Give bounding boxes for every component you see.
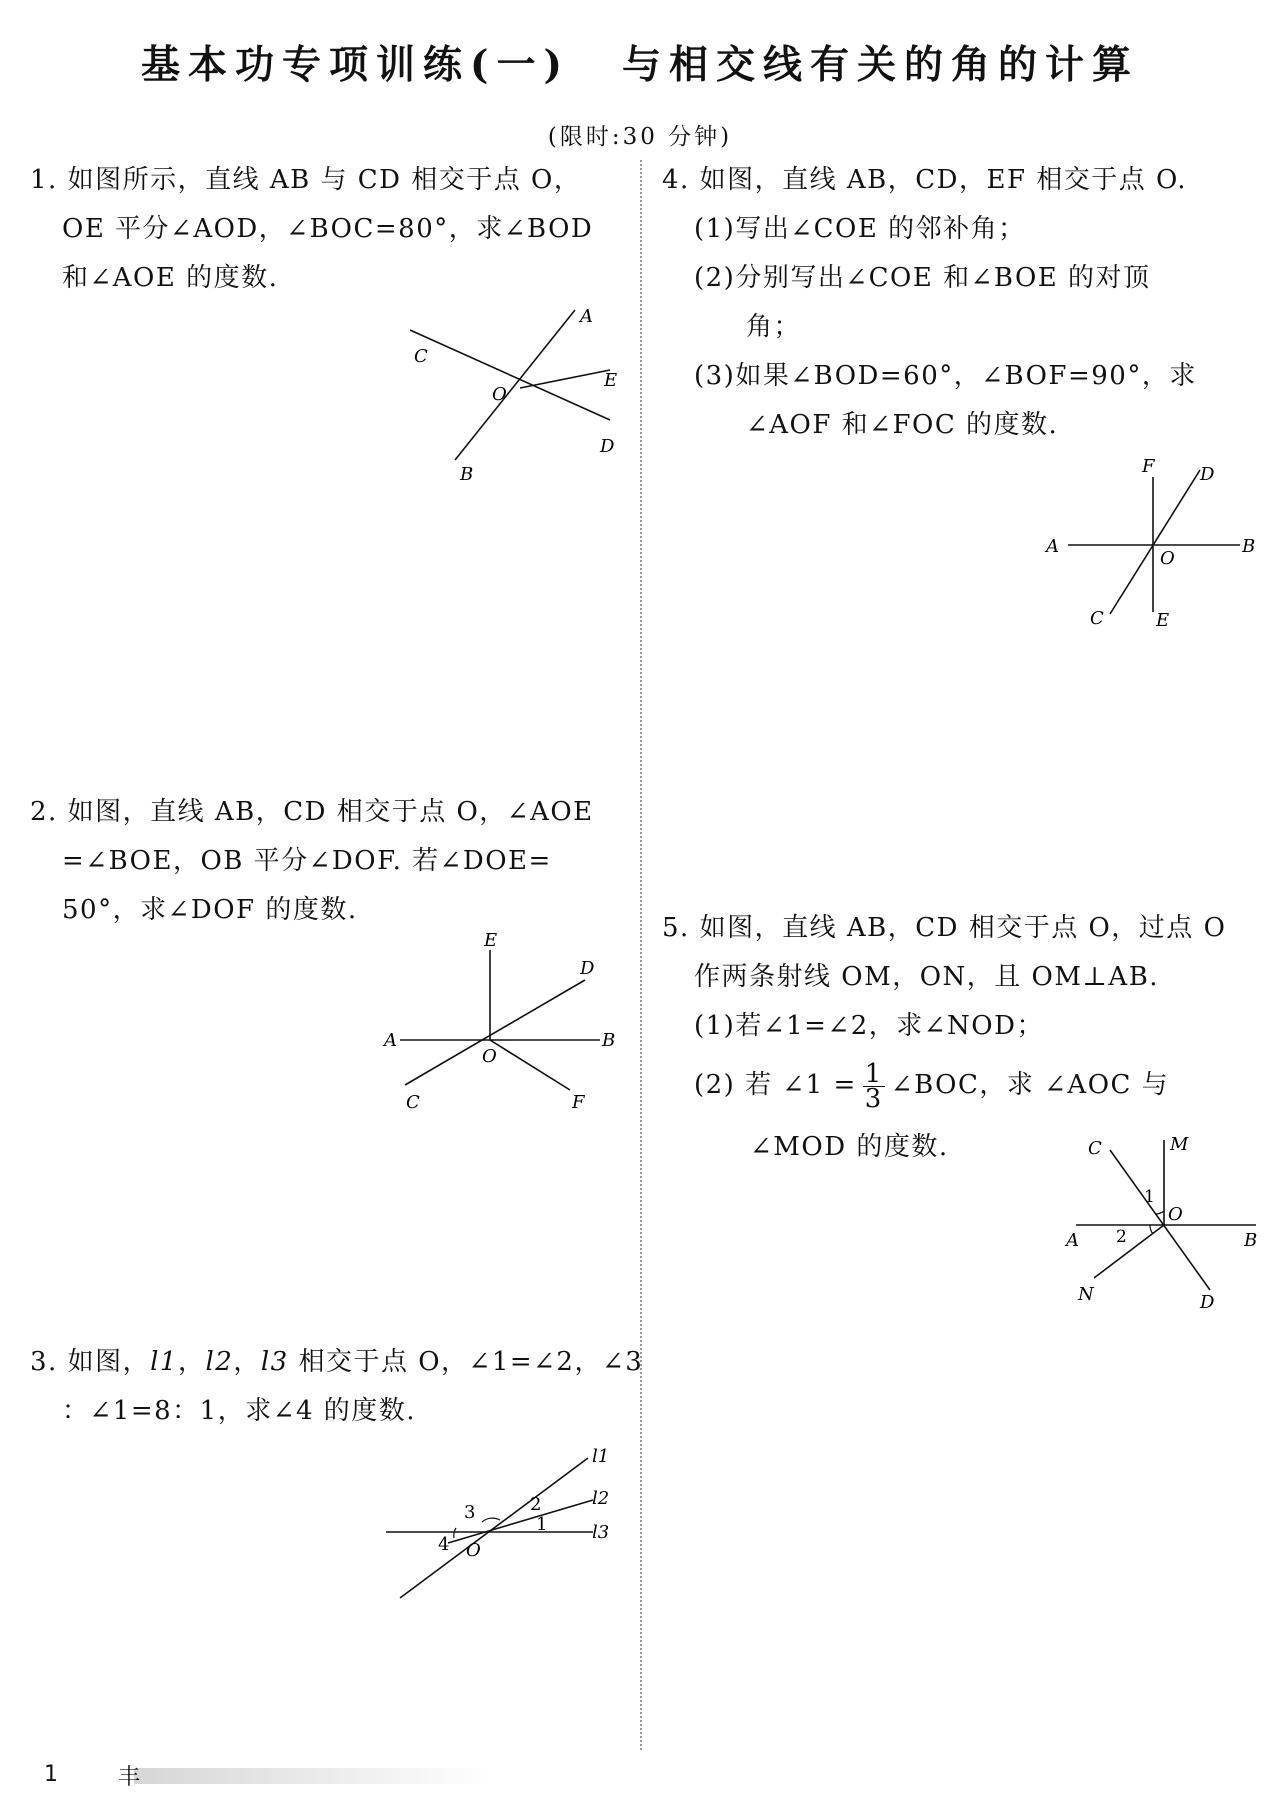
problem-3-line-1: 3. 如图，l1，l2，l3 相交于点 O，∠1=∠2，∠3 bbox=[30, 1347, 644, 1377]
problem-4-q3a: (3)如果∠BOD=60°，∠BOF=90°，求 bbox=[694, 361, 1197, 391]
label-o: O bbox=[466, 1540, 481, 1561]
footer-bar bbox=[134, 1768, 494, 1784]
problem-3-prefix: 3. 如图， bbox=[30, 1347, 151, 1377]
problem-1-line-3: 和∠AOE 的度数. bbox=[62, 263, 279, 293]
problem-3-line-2: ：∠1=8：1，求∠4 的度数. bbox=[62, 1396, 417, 1426]
problem-4-q3b: ∠AOF 和∠FOC 的度数. bbox=[746, 410, 1059, 440]
problem-1-line-1: 1. 如图所示，直线 AB 与 CD 相交于点 O， bbox=[30, 165, 582, 195]
angle-1-arc bbox=[1156, 1211, 1164, 1214]
line-cd bbox=[1110, 470, 1200, 614]
page-title bbox=[0, 34, 1280, 90]
label-c: C bbox=[1090, 608, 1104, 629]
label-3: 3 bbox=[464, 1502, 476, 1523]
title-right: 与相交线有关的角的计算 bbox=[621, 42, 1139, 88]
label-a: A bbox=[580, 306, 593, 327]
line-ab bbox=[455, 310, 575, 460]
label-l3: l3 bbox=[592, 1522, 610, 1543]
label-d: D bbox=[580, 958, 595, 979]
line-cd bbox=[405, 980, 585, 1085]
label-c: C bbox=[414, 346, 428, 367]
line-cd bbox=[1110, 1150, 1210, 1290]
label-f: F bbox=[572, 1092, 585, 1113]
label-c: C bbox=[406, 1092, 420, 1113]
title-left: 基本功专项训练(一) bbox=[141, 42, 570, 88]
footer-mark: 丰 bbox=[118, 1765, 141, 1790]
problem-3-mid: 相交于点 O，∠1=∠2，∠3 bbox=[288, 1347, 644, 1377]
ray-oe bbox=[520, 370, 610, 388]
label-l1: l1 bbox=[592, 1446, 610, 1467]
label-n: N bbox=[1078, 1284, 1094, 1305]
problem-1 bbox=[30, 156, 593, 303]
figure-1 bbox=[400, 300, 640, 484]
problem-4 bbox=[662, 156, 1197, 450]
problem-5-q1: (1)若∠1=∠2，求∠NOD； bbox=[694, 1011, 1044, 1041]
label-d: D bbox=[1200, 1292, 1215, 1313]
problem-2 bbox=[30, 788, 594, 935]
label-b: B bbox=[460, 464, 474, 480]
label-b: B bbox=[1244, 1230, 1258, 1251]
column-divider bbox=[640, 160, 642, 1750]
label-d: D bbox=[1200, 464, 1215, 485]
problem-1-line-2: OE 平分∠AOD，∠BOC=80°，求∠BOD bbox=[62, 214, 594, 244]
fraction-one-third: $\frac{1}{3}$ bbox=[864, 1058, 883, 1114]
problem-4-line-1: 4. 如图，直线 AB，CD，EF 相交于点 O. bbox=[662, 165, 1188, 195]
problem-4-q2a: (2)分别写出∠COE 和∠BOE 的对顶 bbox=[694, 263, 1151, 293]
label-d: D bbox=[600, 436, 615, 457]
problem-5-q2-line-2: ∠MOD 的度数. bbox=[750, 1131, 949, 1162]
angle-4-arc bbox=[454, 1528, 456, 1538]
label-o: O bbox=[1160, 548, 1175, 569]
label-e: E bbox=[604, 370, 618, 391]
label-4: 4 bbox=[438, 1534, 450, 1555]
label-o: O bbox=[1168, 1204, 1183, 1225]
label-e: E bbox=[484, 930, 498, 951]
problem-4-q1: (1)写出∠COE 的邻补角； bbox=[694, 214, 1026, 244]
var-l3: l3 bbox=[260, 1347, 289, 1377]
problem-2-line-2: =∠BOE，OB 平分∠DOF. 若∠DOE= bbox=[62, 846, 552, 876]
time-limit: (限时:30 分钟) bbox=[547, 124, 733, 150]
label-b: B bbox=[1242, 536, 1256, 557]
problem-5-line-2: 作两条射线 OM，ON，且 OM⊥AB. bbox=[694, 962, 1160, 992]
label-o: O bbox=[492, 384, 507, 405]
label-1: 1 bbox=[1144, 1187, 1155, 1207]
problem-4-q2b: 角； bbox=[746, 312, 802, 342]
ray-of bbox=[490, 1040, 570, 1090]
figure-3 bbox=[378, 1440, 638, 1614]
figure-5 bbox=[1064, 1128, 1264, 1322]
figure-2 bbox=[380, 930, 630, 1124]
ray-on bbox=[1094, 1225, 1164, 1278]
label-l2: l2 bbox=[592, 1488, 610, 1509]
label-e: E bbox=[1156, 610, 1170, 631]
label-a: A bbox=[384, 1030, 397, 1051]
problem-3 bbox=[30, 1338, 643, 1436]
label-c: C bbox=[1088, 1138, 1102, 1159]
label-2: 2 bbox=[1116, 1227, 1127, 1247]
problem-2-line-3: 50°，求∠DOF 的度数. bbox=[62, 895, 358, 925]
problem-5-q2-suffix: ∠BOC，求 ∠AOC 与 bbox=[890, 1070, 1170, 1100]
label-2: 2 bbox=[530, 1494, 542, 1515]
label-a: A bbox=[1046, 536, 1059, 557]
line-cd bbox=[410, 330, 610, 420]
var-l1: l1 bbox=[150, 1347, 178, 1377]
label-o: O bbox=[482, 1046, 497, 1067]
label-a: A bbox=[1066, 1230, 1079, 1251]
problem-5-q2-prefix: (2) 若 ∠1 = bbox=[694, 1070, 857, 1100]
var-l2: l2 bbox=[205, 1347, 234, 1377]
angle-2-arc bbox=[1150, 1225, 1153, 1234]
label-f: F bbox=[1142, 456, 1155, 477]
label-b: B bbox=[602, 1030, 616, 1051]
page-number: 1 bbox=[44, 1762, 58, 1787]
problem-5-line-1: 5. 如图，直线 AB，CD 相交于点 O，过点 O bbox=[662, 913, 1227, 943]
label-m: M bbox=[1170, 1134, 1189, 1155]
label-1: 1 bbox=[536, 1514, 548, 1535]
problem-5-q2 bbox=[662, 1058, 1226, 1114]
figure-4 bbox=[1040, 452, 1260, 636]
line-l1 bbox=[400, 1458, 588, 1598]
angle-3-arc bbox=[482, 1518, 500, 1522]
problem-2-line-1: 2. 如图，直线 AB，CD 相交于点 O，∠AOE bbox=[30, 797, 594, 827]
